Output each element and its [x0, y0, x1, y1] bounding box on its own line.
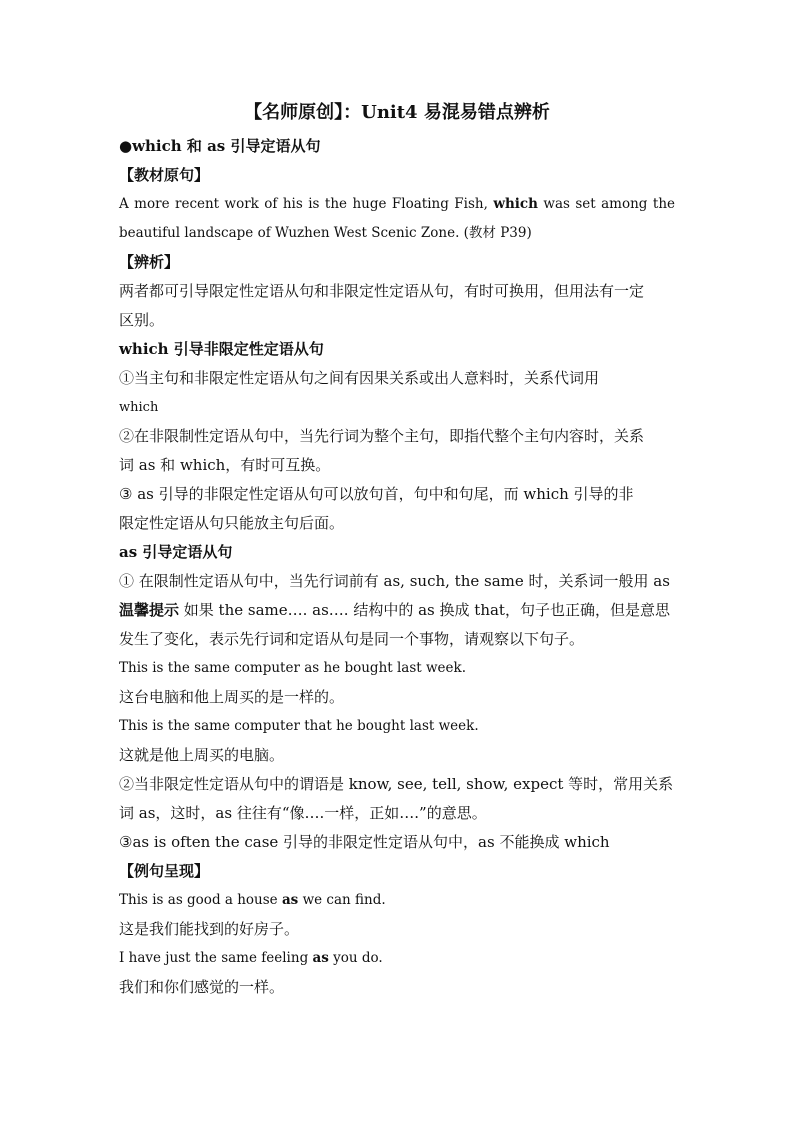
which-point-2-line-1: ②在非限制性定语从句中，当先行词为整个主句，即指代整个主句内容时，关系 — [119, 427, 645, 445]
tip-line-1 — [119, 596, 675, 625]
document-body — [119, 100, 675, 1002]
heading-textbook: 【教材原句】 — [119, 166, 210, 184]
text: you do. — [328, 950, 383, 966]
page-title: 【名师原创】：Unit4 易混易错点辨析 — [244, 102, 550, 123]
heading-examples: 【例句呈现】 — [119, 862, 210, 880]
text: I have just the same feeling — [119, 950, 313, 966]
text: we can find. — [298, 892, 386, 908]
analysis-line-1: 两者都可引导限定性定语从句和非限定性定语从句，有时可换用，但用法有一定 — [119, 282, 645, 300]
tip-line-2: 发生了变化，表示先行词和定语从句是同一个事物，请观察以下句子。 — [119, 630, 585, 648]
which-point-1-line-2: which — [119, 400, 159, 415]
textbook-line-2: beautiful landscape of Wuzhen West Scenic Zone. (教材 P39) — [119, 225, 532, 241]
text: This is as good a house — [119, 892, 282, 908]
tip-label: 温馨提示 — [119, 601, 180, 619]
example-2-en: This is the same computer that he bought last week. — [119, 718, 479, 734]
as-point-3: ③as is often the case 引导的非限定性定语从句中，as 不能换成 which — [119, 833, 610, 851]
example-2-zh: 这就是他上周买的电脑。 — [119, 746, 285, 764]
emphasis-as: as — [281, 892, 299, 908]
textbook-line-1 — [119, 190, 675, 219]
as-point-1: ① 在限制性定语从句中，当先行词前有 as, such, the same 时，关系词一般用 as — [119, 572, 670, 590]
sample-sentence-1-en — [119, 886, 675, 915]
section-heading: ●which 和 as 引导定语从句 — [119, 137, 321, 155]
heading-analysis: 【辨析】 — [119, 253, 180, 271]
sample-sentence-2-en — [119, 944, 675, 973]
example-1-en: This is the same computer as he bought last week. — [119, 660, 466, 676]
as-point-2-line-2: 词 as，这时，as 往往有“像….一样，正如….”的意思。 — [119, 804, 487, 822]
text: was set among the — [537, 196, 675, 212]
emphasis-as: as — [312, 950, 329, 966]
which-point-1-line-1: ①当主句和非限定性定语从句之间有因果关系或出人意料时，关系代词用 — [119, 369, 600, 387]
which-point-3-line-2: 限定性定语从句只能放主句后面。 — [119, 514, 345, 532]
emphasis-which: which — [493, 196, 538, 212]
as-heading: as 引导定语从句 — [119, 543, 233, 561]
as-point-2-line-1: ②当非限定性定语从句中的谓语是 know, see, tell, show, expect 等时，常用关系 — [119, 775, 674, 793]
which-point-2-line-2: 词 as 和 which，有时可互换。 — [119, 456, 331, 474]
which-heading: which 引导非限定性定语从句 — [119, 340, 324, 358]
text: 如果 the same…. as…. 结构中的 as 换成 that，句子也正确，但是意思 — [179, 601, 670, 619]
which-point-3-line-1: ③ as 引导的非限定性定语从句可以放句首，句中和句尾，而 which 引导的非 — [119, 485, 634, 503]
text: A more recent work of his is the huge Floating Fish, — [119, 196, 494, 212]
example-1-zh: 这台电脑和他上周买的是一样的。 — [119, 688, 345, 706]
analysis-line-2: 区别。 — [119, 311, 165, 329]
sample-sentence-1-zh: 这是我们能找到的好房子。 — [119, 920, 300, 938]
sample-sentence-2-zh: 我们和你们感觉的一样。 — [119, 978, 285, 996]
